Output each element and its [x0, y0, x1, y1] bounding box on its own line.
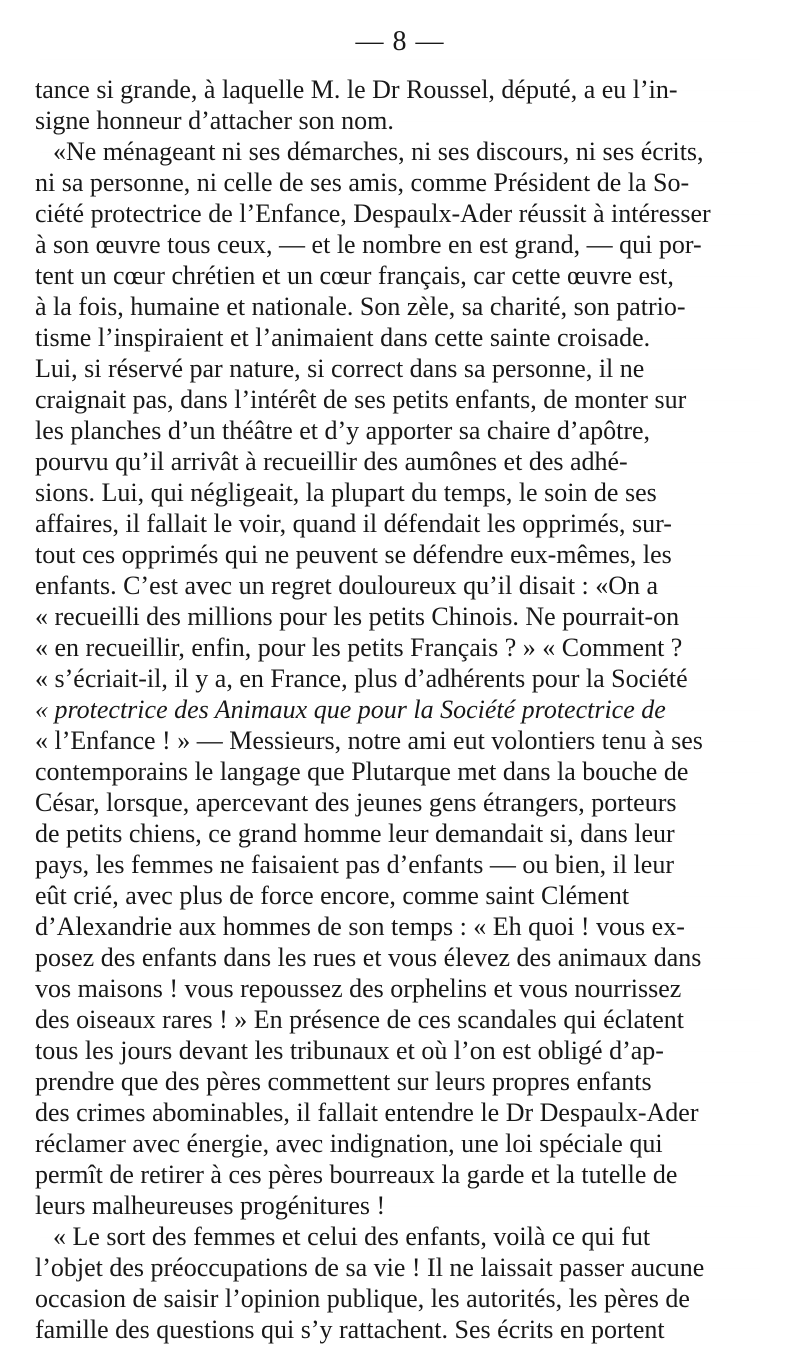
text-line: leurs malheureuses progénitures ! [35, 1191, 386, 1220]
text-line: des crimes abominables, il fallait entendre le Dr Despaulx-Ader [35, 1098, 699, 1127]
text-line: tous les jours devant les tribunaux et où l’on est obligé d’ap- [35, 1036, 664, 1065]
text-line: famille des questions qui s’y rattachent. Ses écrits en portent [35, 1315, 665, 1344]
text-line: « l’Enfance ! » — Messieurs, notre ami eut volontiers tenu à ses [35, 726, 703, 755]
text-line: prendre que des pères commettent sur leurs propres enfants [35, 1067, 652, 1096]
text-line: eût crié, avec plus de force encore, comme saint Clément [35, 881, 630, 910]
text-line: « protectrice des Animaux que pour la Société protectrice de [35, 695, 666, 724]
text-line: de petits chiens, ce grand homme leur demandait si, dans leur [35, 819, 675, 848]
text-line: pays, les femmes ne faisaient pas d’enfants — ou bien, il leur [35, 850, 674, 879]
page-number: — 8 — [355, 26, 445, 57]
text-line: Lui, si réservé par nature, si correct dans sa personne, il ne [35, 354, 645, 383]
text-line: ni sa personne, ni celle de ses amis, comme Président de la So- [35, 168, 690, 197]
text-line: enfants. C’est avec un regret douloureux qu’il disait : «On a [35, 571, 659, 600]
text-line: César, lorsque, apercevant des jeunes gens étrangers, porteurs [35, 788, 677, 817]
text-line: affaires, il fallait le voir, quand il défendait les opprimés, sur- [35, 509, 672, 538]
text-line: les planches d’un théâtre et d’y apporter sa chaire d’apôtre, [35, 416, 651, 445]
text-line: sions. Lui, qui négligeait, la plupart du temps, le soin de ses [35, 478, 657, 507]
text-line: vos maisons ! vous repoussez des orphelins et vous nourrissez [35, 974, 682, 1003]
text-line: réclamer avec énergie, avec indignation, une loi spéciale qui [35, 1129, 663, 1158]
text-line: tisme l’inspiraient et l’animaient dans cette sainte croisade. [35, 323, 651, 352]
text-line: occasion de saisir l’opinion publique, les autorités, les pères de [35, 1284, 690, 1313]
text-line: pourvu qu’il arrivât à recueillir des aumônes et des adhé- [35, 447, 628, 476]
text-line: craignait pas, dans l’intérêt de ses petits enfants, de monter sur [35, 385, 687, 414]
text-line: « recueilli des millions pour les petits Chinois. Ne pourrait-on [35, 602, 680, 631]
text-line: ciété protectrice de l’Enfance, Despaulx-Ader réussit à intéresser [35, 199, 711, 228]
text-line: tance si grande, à laquelle M. le Dr Roussel, député, a eu l’in- [35, 75, 678, 104]
text-line: d’Alexandrie aux hommes de son temps : « Eh quoi ! vous ex- [35, 912, 685, 941]
text-line: à son œuvre tous ceux, — et le nombre en est grand, — qui por- [35, 230, 702, 259]
text-line: l’objet des préoccupations de sa vie ! Il ne laissait passer aucune [35, 1253, 705, 1282]
text-line: des oiseaux rares ! » En présence de ces scandales qui éclatent [35, 1005, 684, 1034]
text-line: tent un cœur chrétien et un cœur français, car cette œuvre est, [35, 261, 674, 290]
text-line: « s’écriait-il, il y a, en France, plus d’adhérents pour la Société [35, 664, 688, 693]
text-line: posez des enfants dans les rues et vous élevez des animaux dans [35, 943, 702, 972]
text-line: « en recueillir, enfin, pour les petits Français ? » « Comment ? [35, 633, 683, 662]
text-line: tout ces opprimés qui ne peuvent se défendre eux-mêmes, les [35, 540, 672, 569]
text-line: signe honneur d’attacher son nom. [35, 106, 394, 135]
text-line: « Le sort des femmes et celui des enfants, voilà ce qui fut [53, 1222, 651, 1251]
text-line: permît de retirer à ces pères bourreaux la garde et la tutelle de [35, 1160, 678, 1189]
text-line: à la fois, humaine et nationale. Son zèle, sa charité, son patrio- [35, 292, 686, 321]
text-line: contemporains le langage que Plutarque met dans la bouche de [35, 757, 689, 786]
body-text [35, 74, 765, 1345]
text-line: «Ne ménageant ni ses démarches, ni ses discours, ni ses écrits, [53, 137, 704, 166]
